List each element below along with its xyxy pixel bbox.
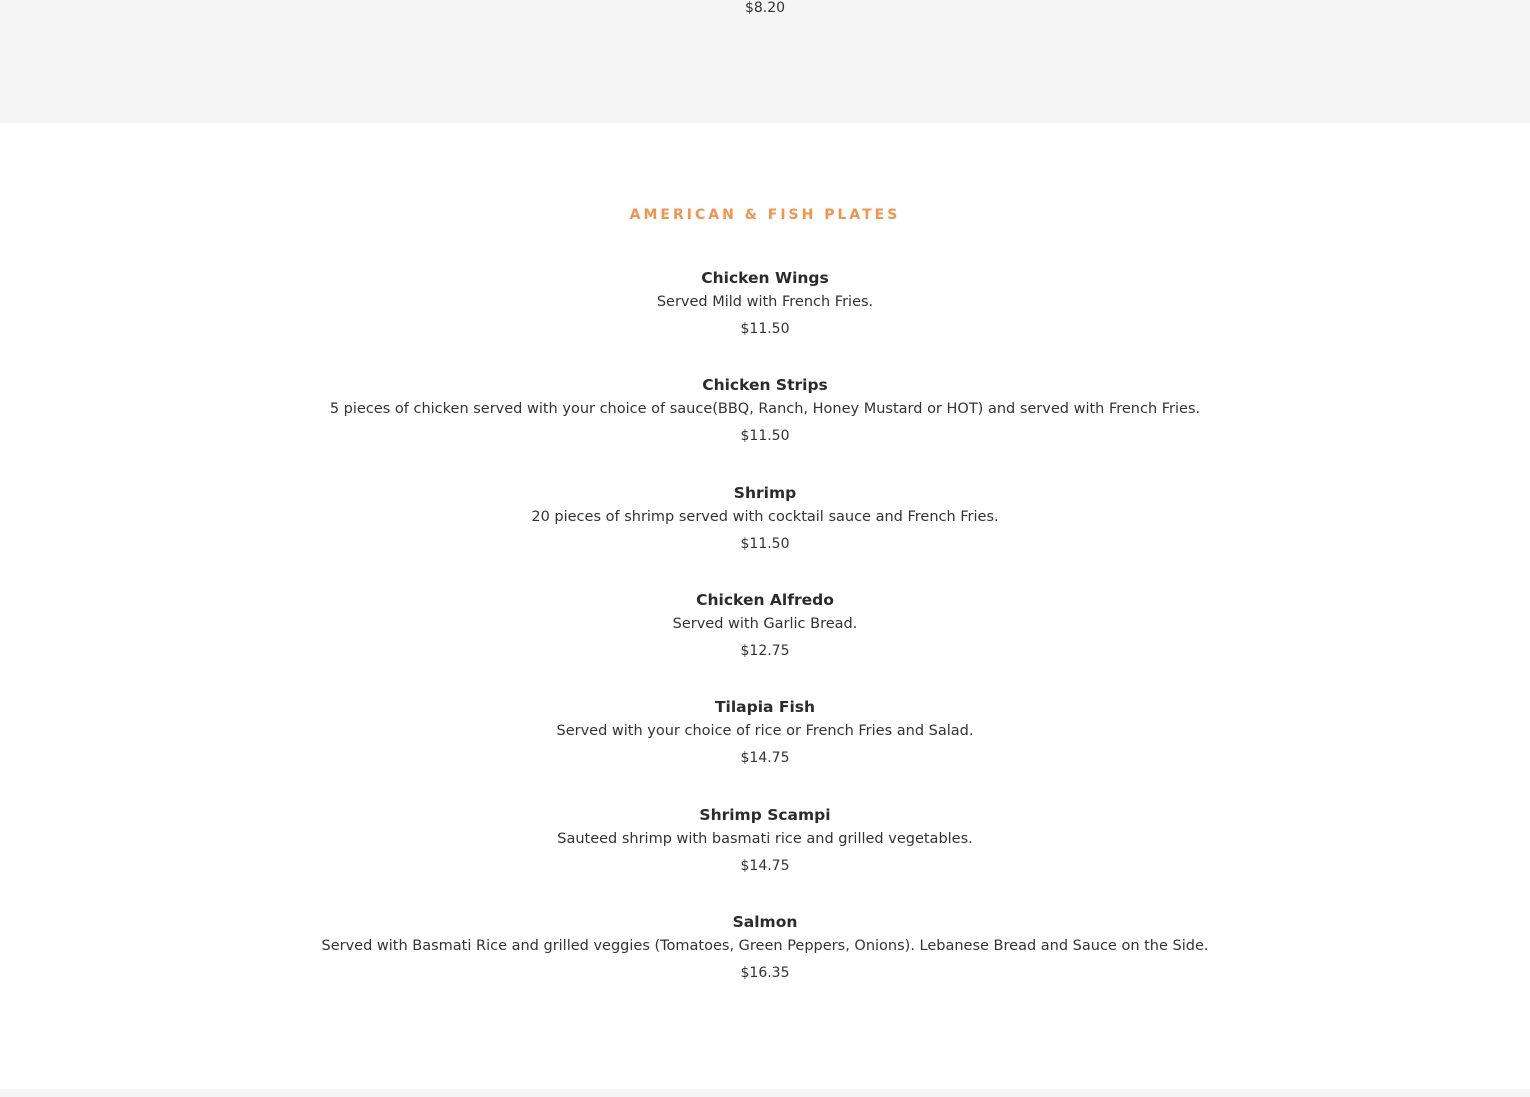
menu-item-name: Tilapia Fish [714,698,816,716]
menu-section-american-fish [0,123,1530,1089]
menu-item-price: $11.50 [740,321,790,337]
menu-item-description: 5 pieces of chicken served with your choice of sauce(BBQ, Ranch, Honey Mustard or HOT) and served with French Fries. [329,401,1201,417]
menu-item-description: Served Mild with French Fries. [656,294,874,310]
menu-item [0,912,1530,983]
menu-item [0,697,1530,768]
menu-item-price: $11.50 [740,428,790,444]
menu-item [0,805,1530,876]
menu-item-name: Shrimp [733,484,797,502]
menu-item-name: Chicken Alfredo [696,591,834,609]
menu-item [0,590,1530,661]
menu-item [0,375,1530,446]
menu-item-price: $14.75 [740,858,790,874]
menu-item-description: Served with your choice of rice or French Fries and Salad. [556,723,974,739]
menu-item-description: Sauteed shrimp with basmati rice and grilled vegetables. [557,831,973,847]
menu-item-name: Chicken Strips [702,376,828,394]
menu-item-name: Chicken Wings [701,269,829,287]
menu-item-price: $11.50 [740,536,790,552]
previous-item-price: $8.20 [744,0,786,16]
menu-item-price: $14.75 [740,750,790,766]
menu-item-price: $16.35 [740,965,790,981]
next-menu-section [0,1089,1530,1097]
section-title: AMERICAN & FISH PLATES [629,207,901,223]
previous-menu-section [0,0,1530,123]
menu-item-price: $12.75 [740,643,790,659]
menu-item-description: Served with Garlic Bread. [672,616,858,632]
menu-item-name: Shrimp Scampi [699,806,831,824]
menu-item [0,483,1530,554]
menu-item-description: Served with Basmati Rice and grilled veggies (Tomatoes, Green Peppers, Onions). Lebanese Bread and Sauce on the Side. [321,938,1209,954]
menu-item-name: Salmon [732,913,798,931]
menu-item-description: 20 pieces of shrimp served with cocktail sauce and French Fries. [531,509,999,525]
menu-item [0,268,1530,339]
